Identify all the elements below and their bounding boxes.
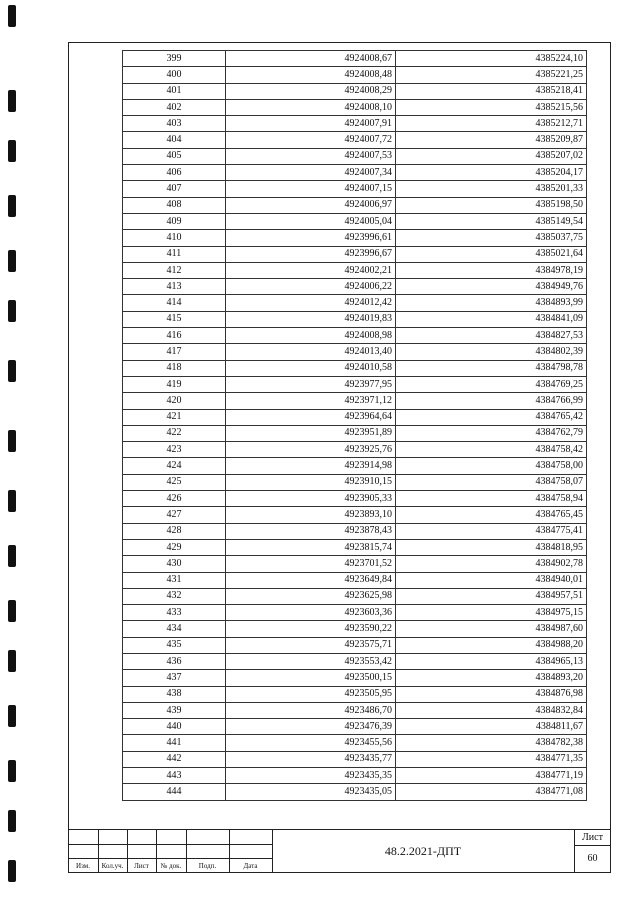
binding-hole [8,545,16,567]
coordinate-y: 4384978,19 [396,262,587,278]
point-number: 436 [123,653,226,669]
coordinate-x: 4923455,56 [226,735,396,751]
point-number: 429 [123,539,226,555]
table-row [123,279,587,295]
table-row [123,213,587,229]
coordinate-x: 4923476,39 [226,719,396,735]
coordinate-y: 4385215,56 [396,99,587,115]
coordinate-x: 4923553,42 [226,653,396,669]
binding-hole [8,490,16,512]
table-row [123,474,587,490]
coordinate-y: 4384940,01 [396,572,587,588]
table-row [123,116,587,132]
binding-hole [8,860,16,882]
coordinate-y: 4385037,75 [396,230,587,246]
binding-hole [8,810,16,832]
coordinate-x: 4924013,40 [226,344,396,360]
coordinate-y: 4384765,45 [396,507,587,523]
binding-hole [8,5,16,27]
coordinate-y: 4384841,09 [396,311,587,327]
table-row [123,132,587,148]
point-number: 444 [123,784,226,800]
coordinate-y: 4384771,08 [396,784,587,800]
coordinate-x: 4923575,71 [226,637,396,653]
table-row [123,588,587,604]
coordinate-y: 4384893,20 [396,670,587,686]
sheet-label: Лист [582,832,603,843]
coordinate-y: 4384766,99 [396,393,587,409]
table-row [123,507,587,523]
coordinate-y: 4384949,76 [396,279,587,295]
coordinate-y: 4384771,35 [396,751,587,767]
binding-hole [8,705,16,727]
point-number: 414 [123,295,226,311]
sheet-number: 60 [587,853,598,864]
binding-hole [8,650,16,672]
coordinate-y: 4384798,78 [396,360,587,376]
table-row [123,458,587,474]
coordinate-x: 4923590,22 [226,621,396,637]
point-number: 407 [123,181,226,197]
coordinate-x: 4923893,10 [226,507,396,523]
coordinate-x: 4924005,04 [226,213,396,229]
coordinate-x: 4923925,76 [226,442,396,458]
coordinates-table [122,50,587,801]
coordinate-x: 4924007,72 [226,132,396,148]
table-row [123,393,587,409]
coordinate-y: 4385224,10 [396,51,587,67]
point-number: 417 [123,344,226,360]
point-number: 435 [123,637,226,653]
point-number: 405 [123,148,226,164]
coordinate-y: 4384893,99 [396,295,587,311]
coordinate-y: 4384782,38 [396,735,587,751]
coordinate-x: 4923905,33 [226,491,396,507]
coordinate-x: 4923435,77 [226,751,396,767]
coordinate-y: 4384762,79 [396,425,587,441]
coordinate-y: 4384775,41 [396,523,587,539]
binding-hole [8,760,16,782]
table-row [123,686,587,702]
table-row [123,572,587,588]
point-number: 428 [123,523,226,539]
point-number: 409 [123,213,226,229]
coordinate-y: 4385212,71 [396,116,587,132]
coordinate-y: 4384771,19 [396,768,587,784]
coordinate-y: 4385201,33 [396,181,587,197]
coordinate-x: 4923500,15 [226,670,396,686]
coordinate-y: 4384802,39 [396,344,587,360]
coordinate-y: 4384988,20 [396,637,587,653]
coordinate-x: 4924008,48 [226,67,396,83]
coordinate-x: 4923977,95 [226,376,396,392]
point-number: 408 [123,197,226,213]
coordinate-y: 4384758,94 [396,491,587,507]
coordinate-y: 4385149,54 [396,213,587,229]
coordinate-x: 4923486,70 [226,702,396,718]
binding-hole [8,430,16,452]
table-row [123,262,587,278]
coordinate-x: 4923435,35 [226,768,396,784]
coordinate-x: 4924012,42 [226,295,396,311]
point-number: 441 [123,735,226,751]
point-number: 426 [123,491,226,507]
coordinate-y: 4385207,02 [396,148,587,164]
point-number: 427 [123,507,226,523]
table-row [123,230,587,246]
table-row [123,442,587,458]
coordinate-y: 4384769,25 [396,376,587,392]
point-number: 400 [123,67,226,83]
coordinate-x: 4923505,95 [226,686,396,702]
coordinate-x: 4924008,10 [226,99,396,115]
coordinate-x: 4924007,15 [226,181,396,197]
table-row [123,67,587,83]
stamp-col-date: Дата [243,862,258,870]
coordinate-y: 4384975,15 [396,605,587,621]
point-number: 421 [123,409,226,425]
binding-hole [8,250,16,272]
coordinate-y: 4384876,98 [396,686,587,702]
table-row [123,425,587,441]
table-row [123,83,587,99]
point-number: 416 [123,328,226,344]
point-number: 401 [123,83,226,99]
point-number: 431 [123,572,226,588]
coordinate-y: 4384832,84 [396,702,587,718]
table-row [123,246,587,262]
binding-hole [8,360,16,382]
binding-hole [8,140,16,162]
coordinate-x: 4924007,91 [226,116,396,132]
point-number: 420 [123,393,226,409]
table-row [123,670,587,686]
table-row [123,181,587,197]
table-row [123,621,587,637]
point-number: 411 [123,246,226,262]
binding-hole [8,195,16,217]
point-number: 432 [123,588,226,604]
point-number: 439 [123,702,226,718]
table-row [123,637,587,653]
title-block [68,829,611,873]
document-code: 48.2.2021-ДПТ [384,844,462,858]
binding-hole [8,600,16,622]
coordinate-y: 4384902,78 [396,556,587,572]
coordinate-x: 4923649,84 [226,572,396,588]
coordinate-x: 4924006,97 [226,197,396,213]
coordinate-y: 4384965,13 [396,653,587,669]
coordinate-y: 4384758,42 [396,442,587,458]
point-number: 442 [123,751,226,767]
table-row [123,311,587,327]
point-number: 423 [123,442,226,458]
table-row [123,523,587,539]
coordinate-x: 4923971,12 [226,393,396,409]
coordinate-x: 4923914,98 [226,458,396,474]
point-number: 443 [123,768,226,784]
table-row [123,99,587,115]
coordinate-x: 4924008,98 [226,328,396,344]
coordinate-x: 4923815,74 [226,539,396,555]
table-row [123,491,587,507]
coordinate-x: 4924008,67 [226,51,396,67]
coordinate-x: 4923435,05 [226,784,396,800]
point-number: 424 [123,458,226,474]
coordinate-x: 4923951,89 [226,425,396,441]
stamp-col-sheet: Лист [134,862,149,870]
coordinate-y: 4384827,53 [396,328,587,344]
coordinate-x: 4924008,29 [226,83,396,99]
table-row [123,784,587,800]
table-row [123,768,587,784]
point-number: 419 [123,376,226,392]
coordinate-x: 4923910,15 [226,474,396,490]
coordinate-x: 4924002,21 [226,262,396,278]
binding-holes [0,0,22,905]
table-row [123,539,587,555]
coordinate-y: 4385204,17 [396,165,587,181]
table-row [123,735,587,751]
coordinate-x: 4923964,64 [226,409,396,425]
table-row [123,360,587,376]
coordinate-y: 4384811,67 [396,719,587,735]
coordinate-x: 4923996,67 [226,246,396,262]
point-number: 403 [123,116,226,132]
table-row [123,719,587,735]
point-number: 399 [123,51,226,67]
table-row [123,556,587,572]
coordinate-y: 4385021,64 [396,246,587,262]
coordinate-y: 4384758,07 [396,474,587,490]
coordinate-x: 4924010,58 [226,360,396,376]
coordinate-y: 4384818,95 [396,539,587,555]
table-row [123,148,587,164]
table-row [123,605,587,621]
stamp-col-signature: Подп. [198,862,217,870]
point-number: 410 [123,230,226,246]
coordinate-y: 4385221,25 [396,67,587,83]
stamp-col-count: Кол.уч. [101,862,124,870]
table-row [123,344,587,360]
coordinate-x: 4923996,61 [226,230,396,246]
point-number: 434 [123,621,226,637]
binding-hole [8,300,16,322]
table-row [123,376,587,392]
point-number: 402 [123,99,226,115]
coordinate-y: 4384758,00 [396,458,587,474]
point-number: 404 [123,132,226,148]
binding-hole [8,90,16,112]
coordinate-x: 4923603,36 [226,605,396,621]
coordinate-x: 4924007,34 [226,165,396,181]
point-number: 440 [123,719,226,735]
point-number: 433 [123,605,226,621]
coordinate-x: 4923625,98 [226,588,396,604]
table-row [123,409,587,425]
stamp-col-docno: № док. [160,862,182,870]
coordinate-y: 4385198,50 [396,197,587,213]
point-number: 438 [123,686,226,702]
point-number: 406 [123,165,226,181]
coordinate-y: 4384957,51 [396,588,587,604]
point-number: 418 [123,360,226,376]
table-row [123,295,587,311]
table-row [123,51,587,67]
table-row [123,197,587,213]
point-number: 437 [123,670,226,686]
point-number: 412 [123,262,226,278]
point-number: 413 [123,279,226,295]
stamp-col-change: Изм. [76,862,90,870]
coordinate-x: 4923878,43 [226,523,396,539]
table-row [123,751,587,767]
coordinate-y: 4385209,87 [396,132,587,148]
coordinate-y: 4384987,60 [396,621,587,637]
table-row [123,653,587,669]
table-row [123,702,587,718]
point-number: 415 [123,311,226,327]
coordinate-y: 4384765,42 [396,409,587,425]
coordinate-x: 4924006,22 [226,279,396,295]
table-row [123,165,587,181]
coordinate-x: 4924019,83 [226,311,396,327]
point-number: 430 [123,556,226,572]
table-row [123,328,587,344]
point-number: 422 [123,425,226,441]
coordinate-x: 4923701,52 [226,556,396,572]
point-number: 425 [123,474,226,490]
coordinate-y: 4385218,41 [396,83,587,99]
coordinate-x: 4924007,53 [226,148,396,164]
